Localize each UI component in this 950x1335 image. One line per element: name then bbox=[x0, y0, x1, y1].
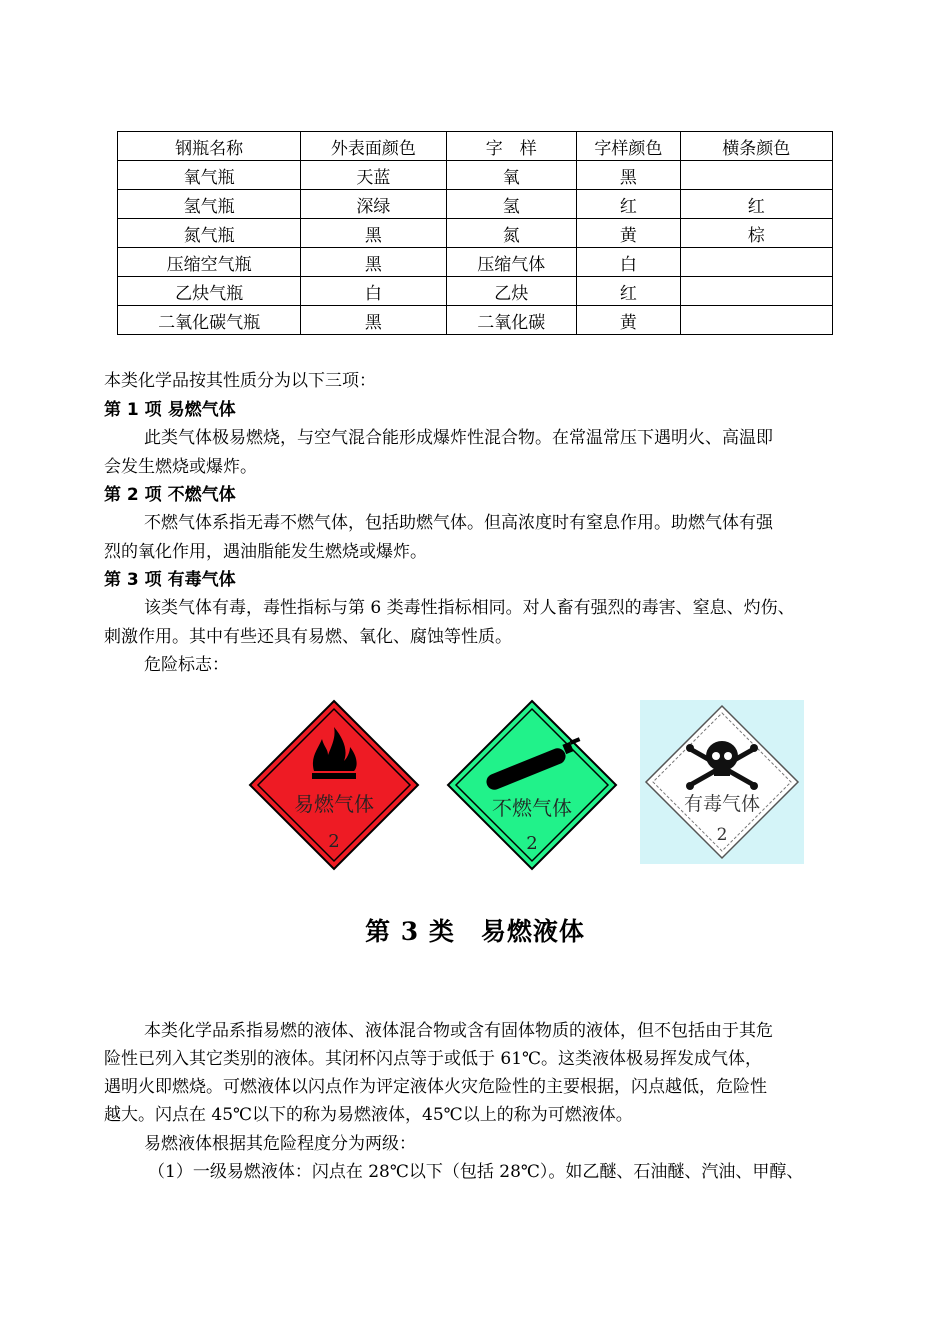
table-cell: 黄 bbox=[577, 219, 681, 248]
item-2-line: 不燃气体系指无毒不燃气体，包括助燃气体。但高浓度时有窒息作用。助燃气体有强 bbox=[144, 513, 773, 533]
item-1-line: 此类气体极易燃烧，与空气混合能形成爆炸性混合物。在常温常压下遇明火、高温即 bbox=[144, 428, 773, 448]
table-cell bbox=[680, 277, 832, 306]
item-3-line: 刺激作用。其中有些还具有易燃、氧化、腐蚀等性质。 bbox=[104, 627, 512, 647]
section-body-line: 越大。闪点在 45℃以下的称为易燃液体，45℃以上的称为可燃液体。 bbox=[104, 1105, 633, 1125]
item-1-line: 会发生燃烧或爆炸。 bbox=[104, 457, 257, 477]
table-cell: 白 bbox=[577, 248, 681, 277]
intro-text: 本类化学品按其性质分为以下三项： bbox=[104, 371, 376, 391]
item-3-line: 该类气体有毒，毒性指标与第 6 类毒性指标相同。对人畜有强烈的毒害、窒息、灼伤、 bbox=[144, 598, 795, 618]
table-cell: 黑 bbox=[301, 248, 446, 277]
table-cell: 红 bbox=[577, 190, 681, 219]
sign-label: 不燃气体 bbox=[492, 796, 572, 820]
grade-1-text: （1）一级易燃液体：闪点在 28℃以下（包括 28℃）。如乙醚、石油醚、汽油、甲醇、 bbox=[148, 1162, 804, 1182]
table-row bbox=[118, 190, 833, 219]
item-1-title: 第 1 项 易燃气体 bbox=[104, 400, 236, 420]
table-cell: 氧气瓶 bbox=[118, 161, 301, 190]
table-cell: 氢 bbox=[446, 190, 577, 219]
table-header-row bbox=[118, 132, 833, 161]
sign-number: 2 bbox=[526, 833, 538, 854]
sign-label: 有毒气体 bbox=[683, 793, 761, 815]
table-cell bbox=[680, 161, 832, 190]
table-cell: 红 bbox=[577, 277, 681, 306]
table-header: 钢瓶名称 bbox=[118, 132, 301, 161]
section-body-line: 险性已列入其它类别的液体。其闭杯闪点等于或低于 61℃。这类液体极易挥发成气体， bbox=[104, 1049, 763, 1069]
table-row bbox=[118, 161, 833, 190]
section-body-line: 本类化学品系指易燃的液体、液体混合物或含有固体物质的液体，但不包括由于其危 bbox=[144, 1021, 773, 1041]
cylinder-color-table bbox=[117, 131, 833, 335]
table-header: 字样颜色 bbox=[577, 132, 681, 161]
table-cell: 黄 bbox=[577, 306, 681, 335]
table-cell: 氧 bbox=[446, 161, 577, 190]
non-flammable-gas-sign bbox=[446, 699, 618, 871]
table-cell bbox=[680, 248, 832, 277]
table-cell: 天蓝 bbox=[301, 161, 446, 190]
table-cell: 乙炔 bbox=[446, 277, 577, 306]
table-cell: 压缩空气瓶 bbox=[118, 248, 301, 277]
item-2-title: 第 2 项 不燃气体 bbox=[104, 485, 236, 505]
table-cell: 氢气瓶 bbox=[118, 190, 301, 219]
sign-label: 易燃气体 bbox=[294, 792, 374, 816]
table-cell: 二氧化碳 bbox=[446, 306, 577, 335]
table-cell: 深绿 bbox=[301, 190, 446, 219]
item-2-line: 烈的氧化作用，遇油脂能发生燃烧或爆炸。 bbox=[104, 542, 427, 562]
table-cell: 红 bbox=[680, 190, 832, 219]
table-header: 横条颜色 bbox=[680, 132, 832, 161]
table-cell: 白 bbox=[301, 277, 446, 306]
flammable-gas-sign bbox=[248, 699, 420, 871]
table-cell: 黑 bbox=[577, 161, 681, 190]
grade-intro: 易燃液体根据其危险程度分为两级： bbox=[144, 1134, 416, 1154]
table-cell: 氮气瓶 bbox=[118, 219, 301, 248]
sign-number: 2 bbox=[328, 831, 340, 852]
section-body-line: 遇明火即燃烧。可燃液体以闪点作为评定液体火灾危险性的主要根据，闪点越低，危险性 bbox=[104, 1077, 767, 1097]
table-cell: 氮 bbox=[446, 219, 577, 248]
item-3-title: 第 3 项 有毒气体 bbox=[104, 570, 236, 590]
table-cell: 黑 bbox=[301, 219, 446, 248]
section-heading: 第 3 类 易燃液体 bbox=[365, 917, 585, 946]
table-cell: 棕 bbox=[680, 219, 832, 248]
table-cell: 二氧化碳气瓶 bbox=[118, 306, 301, 335]
table-header: 外表面颜色 bbox=[301, 132, 446, 161]
table-cell bbox=[680, 306, 832, 335]
danger-label: 危险标志： bbox=[144, 655, 229, 675]
table-row bbox=[118, 306, 833, 335]
toxic-gas-sign bbox=[640, 700, 804, 864]
table-cell: 乙炔气瓶 bbox=[118, 277, 301, 306]
table-row bbox=[118, 248, 833, 277]
table-row bbox=[118, 277, 833, 306]
sign-number: 2 bbox=[716, 825, 728, 845]
table-row bbox=[118, 219, 833, 248]
table-cell: 黑 bbox=[301, 306, 446, 335]
table-cell: 压缩气体 bbox=[446, 248, 577, 277]
table-header: 字 样 bbox=[446, 132, 577, 161]
